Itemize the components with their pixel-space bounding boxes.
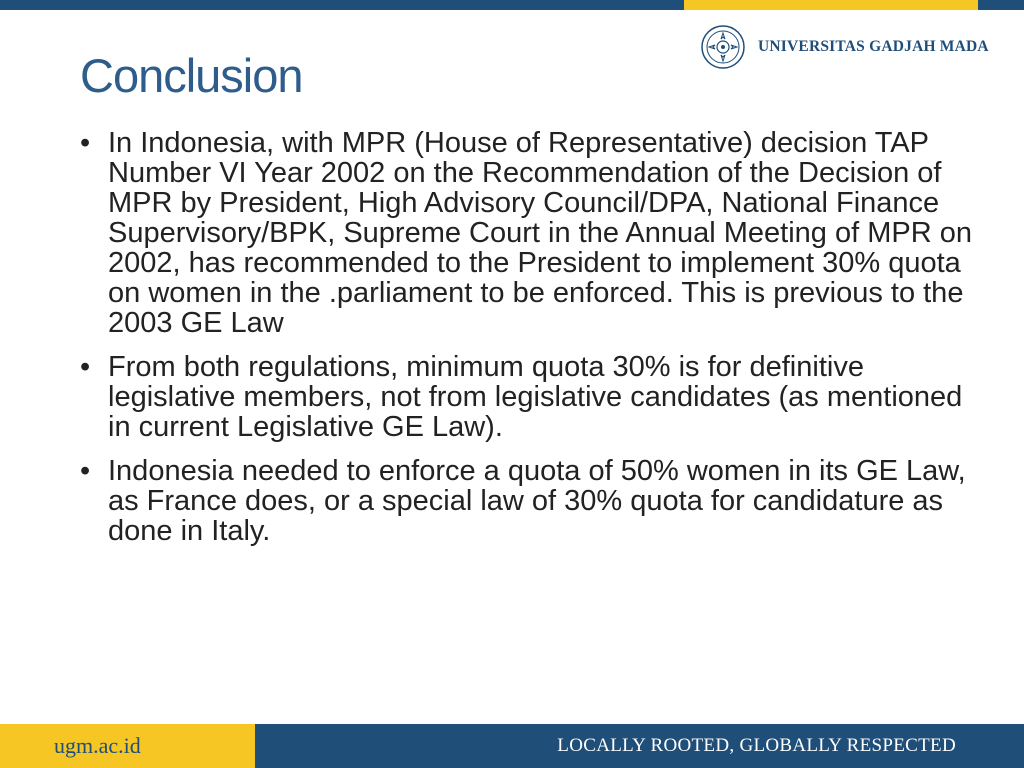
university-name: UNIVERSITAS GADJAH MADA xyxy=(758,38,989,55)
bullet-text: From both regulations, minimum quota 30% is for definitive legislative members, not from legislative candidates (as mentioned in current Legislative GE Law). xyxy=(108,351,963,443)
footer-website: ugm.ac.id xyxy=(0,724,255,768)
top-color-bar xyxy=(0,0,1024,10)
ugm-seal-icon xyxy=(700,24,746,70)
footer-bar xyxy=(0,724,1024,768)
bullet-text: Indonesia needed to enforce a quota of 50% women in its GE Law, as France does, or a special law of 30% quota for candidature as done in Italy. xyxy=(108,455,966,547)
bullet-item xyxy=(80,128,975,338)
conclusion-bullet-list xyxy=(80,128,975,560)
bullet-item xyxy=(80,456,975,546)
university-logo xyxy=(700,24,989,70)
footer-tagline: LOCALLY ROOTED, GLOBALLY RESPECTED xyxy=(255,724,1024,768)
top-bar-gold-segment xyxy=(684,0,978,10)
top-bar-navy-end-segment xyxy=(978,0,1024,10)
bullet-text: In Indonesia, with MPR (House of Representative) decision TAP Number VI Year 2002 on the Recommendation of the Decision of MPR by President, High Advisory Council/DPA, National Finance Supervisory/BPK, Supreme Court in the Annual Meeting of MPR on 2002, has recommended to the President to implement 30% quota on women in the .parliament to be enforced. This is previous to the 2003 GE Law xyxy=(108,127,972,339)
bullet-item xyxy=(80,352,975,442)
slide-title: Conclusion xyxy=(80,49,303,102)
top-bar-navy-segment xyxy=(0,0,684,10)
bullet-marker: • xyxy=(80,127,91,159)
bullet-marker: • xyxy=(80,351,91,383)
bullet-marker: • xyxy=(80,455,91,487)
